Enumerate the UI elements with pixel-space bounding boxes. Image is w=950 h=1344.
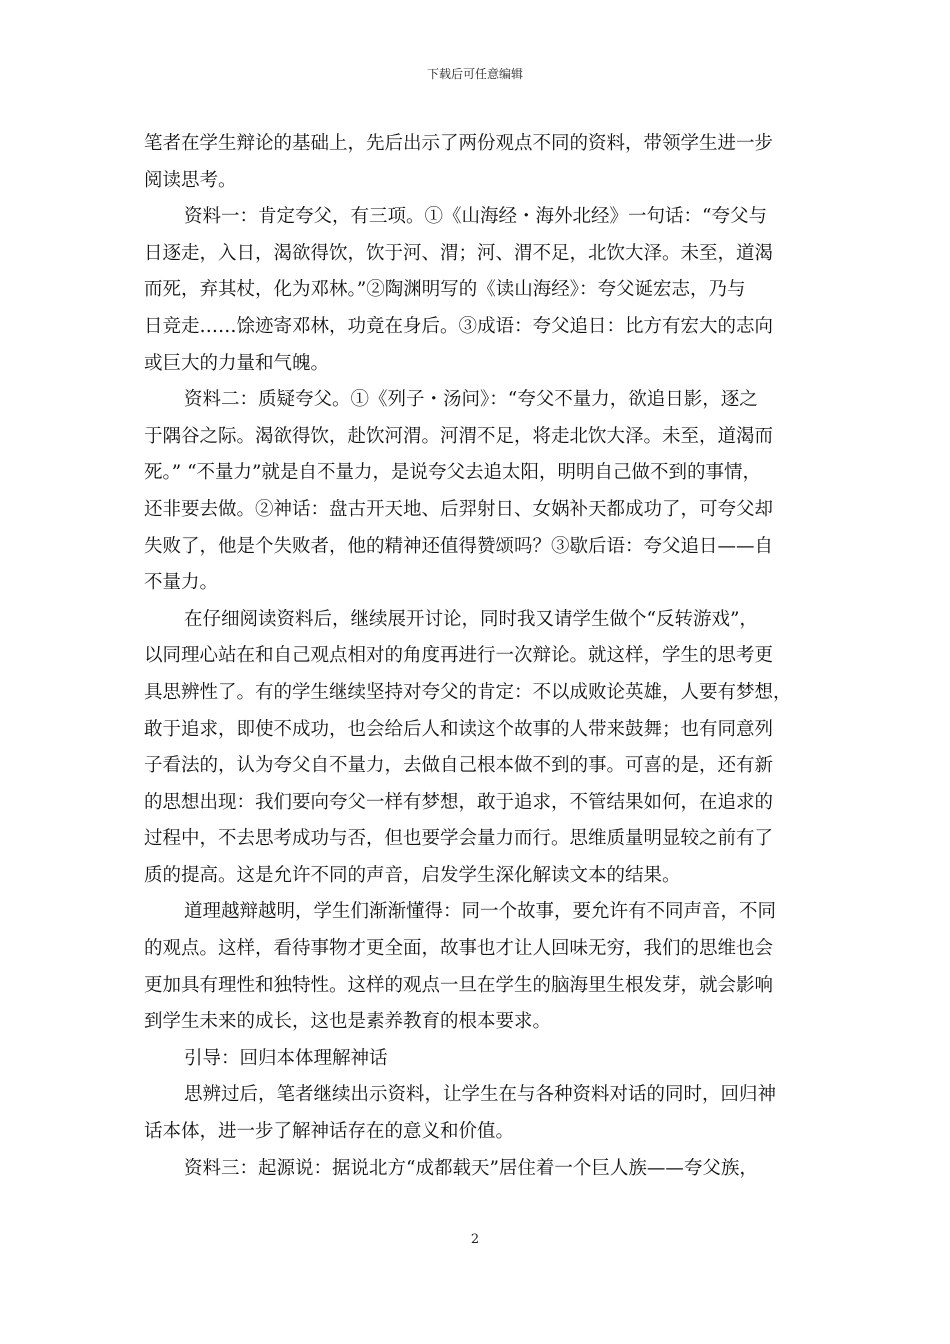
text-line: 的思想出现：我们要向夸父一样有梦想，敢于追求，不管结果如何，在追求的 xyxy=(144,791,774,813)
text-line: 资料三：起源说：据说北方“成都载天”居住着一个巨人族——夸父族， xyxy=(184,1157,758,1179)
text-line: 的观点。这样，看待事物才更全面，故事也才让人回味无穷，我们的思维也会 xyxy=(144,938,774,960)
text-line: 失败了，他是个失败者，他的精神还值得赞颂吗？③歇后语：夸父追日——自 xyxy=(144,535,774,557)
page-number: 2 xyxy=(470,1232,480,1247)
text-line: 资料二：质疑夸父。①《列子・汤问》：“夸父不量力，欲追日影，逐之 xyxy=(184,389,758,411)
text-line: 以同理心站在和自己观点相对的角度再进行一次辩论。就这样，学生的思考更 xyxy=(144,645,774,667)
paragraph xyxy=(144,126,806,199)
paragraph xyxy=(144,199,806,382)
text-line: 日逐走，入日，渴欲得饮，饮于河、渭；河、渭不足，北饮大泽。未至，道渴 xyxy=(144,242,774,264)
page-header: 下载后可任意编辑 xyxy=(426,67,523,81)
text-line: 而死，弃其杖，化为邓林。”②陶渊明写的《读山海经》：夸父诞宏志，乃与 xyxy=(144,279,746,301)
text-line: 不量力。 xyxy=(144,572,219,594)
text-line: 资料一：肯定夸父，有三项。①《山海经・海外北经》一句话：“夸父与 xyxy=(184,206,767,228)
paragraph xyxy=(144,894,806,1040)
text-line: 在仔细阅读资料后，继续展开讨论，同时我又请学生做个“反转游戏”， xyxy=(184,608,758,630)
text-line: 死。” “不量力”就是自不量力，是说夸父去追太阳，明明自己做不到的事情， xyxy=(144,462,762,484)
text-line: 到学生未来的成长，这也是素养教育的根本要求。 xyxy=(144,1011,552,1033)
text-line: 或巨大的力量和气魄。 xyxy=(144,352,330,374)
text-line: 更加具有理性和独特性。这样的观点一旦在学生的脑海里生根发芽，就会影响 xyxy=(144,974,774,996)
paragraph xyxy=(144,602,806,895)
text-line: 敢于追求，即使不成功，也会给后人和读这个故事的人带来鼓舞；也有同意列 xyxy=(144,718,774,740)
text-line: 阅读思考。 xyxy=(144,169,237,191)
document-body xyxy=(144,126,806,1187)
paragraph xyxy=(144,1041,806,1078)
paragraph xyxy=(144,382,806,602)
text-line: 日竞走……馀迹寄邓林，功竟在身后。③成语：夸父追日：比方有宏大的志向 xyxy=(144,315,774,337)
text-line: 子看法的，认为夸父自不量力，去做自己根本做不到的事。可喜的是，还有新 xyxy=(144,755,774,777)
text-line: 道理越辩越明，学生们渐渐懂得：同一个故事，要允许有不同声音，不同 xyxy=(184,901,777,923)
text-line: 具思辨性了。有的学生继续坚持对夸父的肯定：不以成败论英雄，人要有梦想， xyxy=(144,681,792,703)
text-line: 笔者在学生辩论的基础上，先后出示了两份观点不同的资料，带领学生进一步 xyxy=(144,133,774,154)
text-line: 引导：回归本体理解神话 xyxy=(184,1047,388,1069)
text-line: 思辨过后，笔者继续出示资料，让学生在与各种资料对话的同时，回归神 xyxy=(184,1084,777,1106)
paragraph xyxy=(144,1151,806,1188)
text-line: 还非要去做。②神话：盘古开天地、后羿射日、女娲补天都成功了，可夸父却 xyxy=(144,498,774,520)
text-line: 话本体，进一步了解神话存在的意义和价值。 xyxy=(144,1121,515,1143)
text-line: 于隅谷之际。渴欲得饮，赴饮河渭。河渭不足，将走北饮大泽。未至，道渴而 xyxy=(144,425,774,447)
text-line: 质的提高。这是允许不同的声音，启发学生深化解读文本的结果。 xyxy=(144,864,681,886)
text-line: 过程中，不去思考成功与否，但也要学会量力而行。思维质量明显较之前有了 xyxy=(144,828,774,850)
paragraph xyxy=(144,1077,806,1150)
